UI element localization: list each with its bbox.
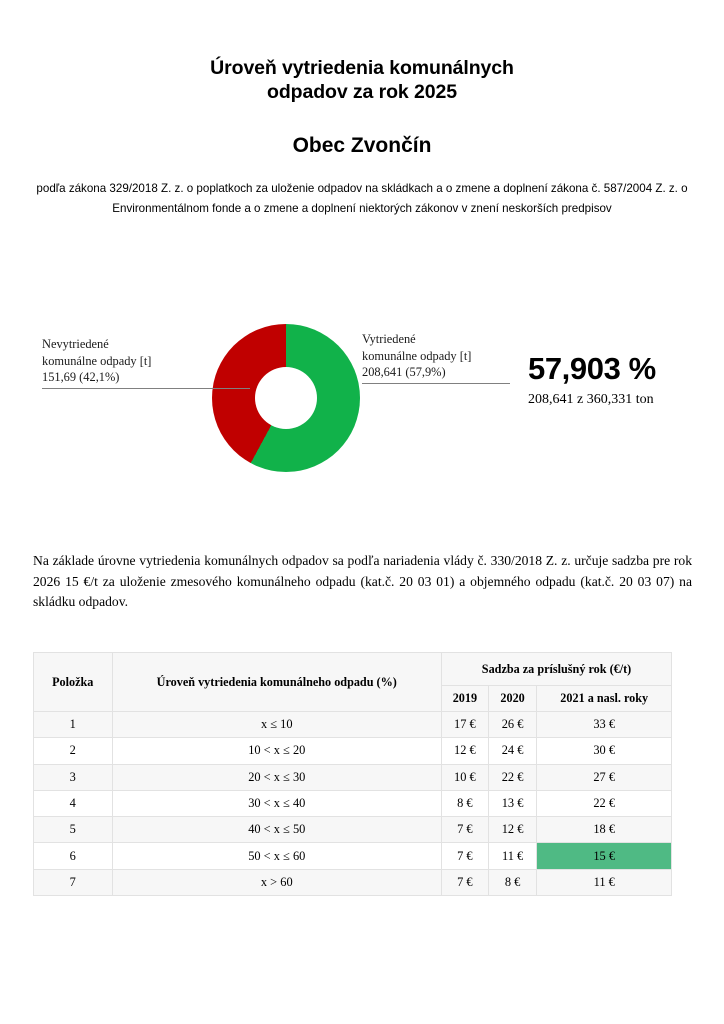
row-rate-2020: 22 € bbox=[488, 764, 537, 790]
row-item-number: 1 bbox=[34, 712, 113, 738]
row-sorting-range: 30 < x ≤ 40 bbox=[112, 790, 442, 816]
sorting-rate-percent: 57,903 % bbox=[528, 351, 656, 386]
row-rate-2020: 8 € bbox=[488, 869, 537, 895]
row-item-number: 7 bbox=[34, 869, 113, 895]
pie-label-sorted-line2: komunálne odpady [t] bbox=[362, 348, 472, 363]
row-rate-2019: 7 € bbox=[442, 817, 489, 843]
row-rate-2019: 10 € bbox=[442, 764, 489, 790]
row-rate-2020: 12 € bbox=[488, 817, 537, 843]
row-sorting-range: 50 < x ≤ 60 bbox=[112, 843, 442, 869]
row-rate-2019: 8 € bbox=[442, 790, 489, 816]
row-rate-2021: 22 € bbox=[537, 790, 672, 816]
sorting-rate-detail: 208,641 z 360,331 ton bbox=[528, 392, 654, 407]
row-item-number: 3 bbox=[34, 764, 113, 790]
table-row bbox=[34, 869, 672, 895]
row-rate-2021: 30 € bbox=[537, 738, 672, 764]
pie-label-unsorted-line1: Nevytriedené bbox=[42, 337, 109, 351]
pie-label-sorted-line1: Vytriedené bbox=[362, 332, 416, 346]
municipality-name: Obec Zvončín bbox=[292, 134, 432, 157]
table-row bbox=[34, 843, 672, 869]
table-row bbox=[34, 738, 672, 764]
header-sorting-level: Úroveň vytriedenia komunálneho odpadu (%) bbox=[112, 653, 442, 712]
rate-table-body bbox=[34, 712, 672, 896]
row-rate-2020: 26 € bbox=[488, 712, 537, 738]
row-item-number: 2 bbox=[34, 738, 113, 764]
sorting-rate-summary bbox=[528, 352, 656, 410]
pie-label-sorted bbox=[362, 331, 510, 384]
municipality-heading-wrap bbox=[0, 133, 724, 159]
waste-sorting-donut-chart bbox=[0, 300, 724, 500]
row-sorting-range: 10 < x ≤ 20 bbox=[112, 738, 442, 764]
row-rate-2020: 11 € bbox=[488, 843, 537, 869]
legal-reference-note: podľa zákona 329/2018 Z. z. o poplatkoch za uloženie odpadov na skládkach a o zmene a doplnení zákona č. 587/2004 Z. z. o Environmentálnom fonde a o zmene a doplnení niektorých zákonov v znení neskorších predpisov bbox=[36, 182, 688, 215]
table-row bbox=[34, 817, 672, 843]
row-item-number: 4 bbox=[34, 790, 113, 816]
header-item: Položka bbox=[34, 653, 113, 712]
row-rate-2020: 13 € bbox=[488, 790, 537, 816]
row-rate-2021-highlighted: 15 € bbox=[537, 843, 672, 869]
header-year-2019: 2019 bbox=[442, 686, 489, 712]
rate-table bbox=[33, 652, 672, 896]
page-title-line-1: Úroveň vytriedenia komunálnych bbox=[210, 57, 514, 79]
pie-label-unsorted-value: 151,69 (42,1%) bbox=[42, 370, 120, 384]
table-row bbox=[34, 712, 672, 738]
row-rate-2021: 27 € bbox=[537, 764, 672, 790]
row-sorting-range: x ≤ 10 bbox=[112, 712, 442, 738]
row-rate-2021: 18 € bbox=[537, 817, 672, 843]
row-item-number: 5 bbox=[34, 817, 113, 843]
pie-label-sorted-leader-line bbox=[362, 383, 510, 384]
row-rate-2021: 33 € bbox=[537, 712, 672, 738]
pie-label-sorted-value: 208,641 (57,9%) bbox=[362, 365, 446, 379]
row-rate-2019: 7 € bbox=[442, 869, 489, 895]
header-year-2021: 2021 a nasl. roky bbox=[537, 686, 672, 712]
row-rate-2021: 11 € bbox=[537, 869, 672, 895]
table-row bbox=[34, 790, 672, 816]
row-rate-2020: 24 € bbox=[488, 738, 537, 764]
row-rate-2019: 7 € bbox=[442, 843, 489, 869]
header-year-2020: 2020 bbox=[488, 686, 537, 712]
page-title bbox=[0, 56, 724, 104]
rate-determination-paragraph: Na základe úrovne vytriedenia komunálnych odpadov sa podľa nariadenia vlády č. 330/2018 Z. z. určuje sadzba pre rok 2026 15 €/t za uloženie zmesového komunálneho odpadu (kat.č. 20 03 01) a objemného odpadu (kat.č. 20 03 07) na skládku odpadov. bbox=[33, 553, 692, 609]
row-sorting-range: 40 < x ≤ 50 bbox=[112, 817, 442, 843]
donut-center-hole bbox=[255, 367, 317, 429]
rate-table-head bbox=[34, 653, 672, 712]
page-title-line-2: odpadov za rok 2025 bbox=[267, 81, 457, 103]
header-rate-group: Sadzba za príslušný rok (€/t) bbox=[442, 653, 672, 686]
pie-label-unsorted-leader-line bbox=[42, 388, 250, 389]
table-row bbox=[34, 764, 672, 790]
pie-label-unsorted bbox=[42, 336, 250, 389]
row-sorting-range: x > 60 bbox=[112, 869, 442, 895]
pie-label-unsorted-line2: komunálne odpady [t] bbox=[42, 353, 152, 368]
row-item-number: 6 bbox=[34, 843, 113, 869]
row-rate-2019: 17 € bbox=[442, 712, 489, 738]
row-rate-2019: 12 € bbox=[442, 738, 489, 764]
row-sorting-range: 20 < x ≤ 30 bbox=[112, 764, 442, 790]
rate-table-header-row-main bbox=[34, 653, 672, 686]
